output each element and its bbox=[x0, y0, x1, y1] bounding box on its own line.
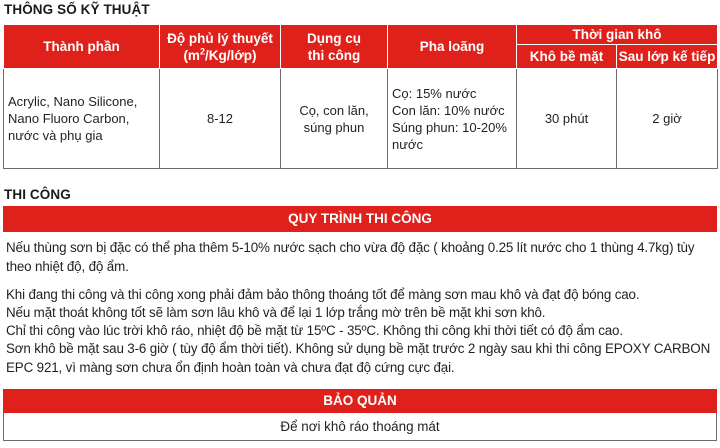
header-composition: Thành phần bbox=[4, 25, 160, 69]
application-section-title: THI CÔNG bbox=[4, 187, 71, 202]
header-coverage-unit-sup: 2 bbox=[199, 46, 205, 56]
header-coverage-unit-suffix: /Kg/lớp) bbox=[204, 47, 257, 63]
header-coverage-unit-prefix: (m bbox=[183, 47, 200, 63]
cell-surface-dry: 30 phút bbox=[517, 69, 617, 169]
cell-recoat: 2 giờ bbox=[617, 69, 718, 169]
procedure-paragraph: Nếu mặt thoát không tốt sẽ làm sơn lâu khô và để lại 1 lớp trắng mờ trên bề mặt khi sơn khô. bbox=[6, 304, 546, 320]
procedure-paragraph: Chỉ thi công vào lúc trời khô ráo, nhiệt độ bề mặt từ 15ºC - 35ºC. Không thi công khi thời tiết có độ ẩm cao. bbox=[6, 323, 623, 338]
procedure-paragraph: Khi đang thi công và thi công xong phải đảm bảo thông thoáng tốt để màng sơn mau khô và đạt độ bóng cao. bbox=[6, 287, 640, 302]
header-coverage-line1: Độ phủ lý thuyết bbox=[167, 30, 273, 46]
dilution-line: Cọ: 15% nước bbox=[392, 85, 477, 101]
composition-line: nước và phụ gia bbox=[8, 128, 103, 143]
tools-line: súng phun bbox=[303, 119, 365, 135]
procedure-paragraph: Sơn khô bề mặt sau 3-6 giờ ( tùy độ ẩm thời tiết). Không sử dụng bề mặt trước 2 ngày sau khi thi công EPOXY CARBON EPC 921, vì màng sơn chưa ổn định hoàn toàn và chưa đạt độ cứng cực đại. bbox=[6, 341, 711, 375]
header-dilution: Pha loãng bbox=[388, 25, 517, 69]
composition-line: Nano Fluoro Carbon, bbox=[8, 111, 130, 126]
storage-bar: BẢO QUẢN bbox=[3, 389, 717, 413]
procedure-paragraph: Nếu thùng sơn bị đặc có thể pha thêm 5-10% nước sạch cho vừa độ đặc ( khoảng 0.25 lít nước cho 1 thùng 4.7kg) tùy theo nhiệt độ, độ ẩm. bbox=[6, 240, 695, 274]
spec-section-title: THÔNG SỐ KỸ THUẬT bbox=[4, 2, 150, 17]
header-tools bbox=[281, 25, 388, 69]
cell-coverage: 8-12 bbox=[160, 69, 281, 169]
dilution-line: nước bbox=[392, 136, 423, 152]
header-tools-line2: thi công bbox=[307, 47, 361, 63]
dilution-line: Con lăn: 10% nước bbox=[392, 102, 505, 118]
procedure-bar: QUY TRÌNH THI CÔNG bbox=[3, 206, 717, 232]
cell-tools bbox=[281, 69, 388, 169]
header-drying-time: Thời gian khô bbox=[517, 25, 718, 45]
tools-line: Cọ, con lăn, bbox=[299, 102, 369, 118]
composition-line: Acrylic, Nano Silicone, bbox=[8, 94, 138, 109]
header-recoat: Sau lớp kế tiếp bbox=[617, 45, 718, 69]
spec-table bbox=[3, 24, 718, 169]
header-surface-dry: Khô bề mặt bbox=[517, 45, 617, 69]
cell-dilution bbox=[388, 69, 517, 169]
storage-text: Để nơi khô ráo thoáng mát bbox=[3, 413, 717, 441]
header-tools-line1: Dụng cụ bbox=[307, 30, 361, 46]
header-coverage bbox=[160, 25, 281, 69]
dilution-line: Súng phun: 10-20% bbox=[392, 119, 507, 135]
cell-composition bbox=[4, 69, 160, 169]
